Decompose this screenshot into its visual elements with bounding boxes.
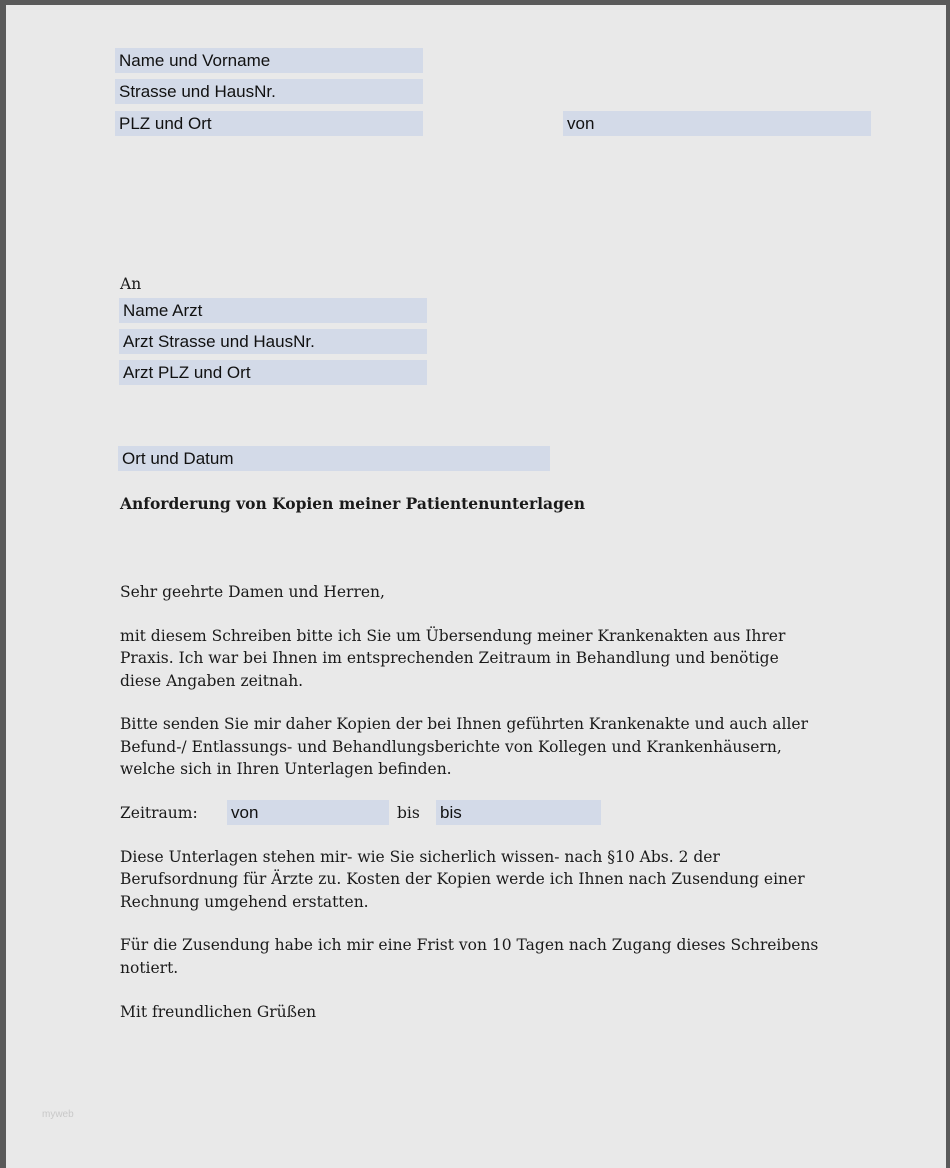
place-date-field[interactable]: Ort und Datum <box>118 446 550 471</box>
period-label: Zeitraum: <box>120 804 198 822</box>
paragraph-line: Praxis. Ich war bei Ihnen im entsprechenden Zeitraum in Behandlung und benötige <box>120 649 779 667</box>
doctor-name-field[interactable]: Name Arzt <box>119 298 427 323</box>
watermark-logo: myweb <box>42 1109 74 1120</box>
sender-city-field[interactable]: PLZ und Ort <box>115 111 423 136</box>
paragraph-line: Befund-/ Entlassungs- und Behandlungsberichte von Kollegen und Krankenhäusern, <box>120 738 782 756</box>
doctor-city-field[interactable]: Arzt PLZ und Ort <box>119 360 427 385</box>
sender-from-field[interactable]: von <box>563 111 871 136</box>
paragraph-line: Für die Zusendung habe ich mir eine Frist von 10 Tagen nach Zugang dieses Schreibens <box>120 936 819 954</box>
paragraph-line: diese Angaben zeitnah. <box>120 672 304 690</box>
paragraph-line: Diese Unterlagen stehen mir- wie Sie sicherlich wissen- nach §10 Abs. 2 der <box>120 848 720 866</box>
salutation: Sehr geehrte Damen und Herren, <box>120 583 385 601</box>
period-from-field[interactable]: von <box>227 800 389 825</box>
paragraph-line: mit diesem Schreiben bitte ich Sie um Übersendung meiner Krankenakten aus Ihrer <box>120 627 786 645</box>
sender-street-field[interactable]: Strasse und HausNr. <box>115 79 423 104</box>
closing: Mit freundlichen Grüßen <box>120 1003 317 1021</box>
to-label: An <box>120 275 142 293</box>
paragraph-line: Bitte senden Sie mir daher Kopien der bei Ihnen geführten Krankenakte und auch aller <box>120 715 808 733</box>
period-to-field[interactable]: bis <box>436 800 601 825</box>
paragraph-line: Berufsordnung für Ärzte zu. Kosten der Kopien werde ich Ihnen nach Zusendung einer <box>120 870 805 888</box>
letter-subject: Anforderung von Kopien meiner Patientenunterlagen <box>120 494 586 513</box>
paragraph-line: Rechnung umgehend erstatten. <box>120 893 369 911</box>
paragraph-line: welche sich in Ihren Unterlagen befinden. <box>120 760 452 778</box>
sender-name-field[interactable]: Name und Vorname <box>115 48 423 73</box>
period-between-label: bis <box>397 804 420 822</box>
doctor-street-field[interactable]: Arzt Strasse und HausNr. <box>119 329 427 354</box>
letter-page <box>6 5 946 1168</box>
paragraph-line: notiert. <box>120 959 179 977</box>
